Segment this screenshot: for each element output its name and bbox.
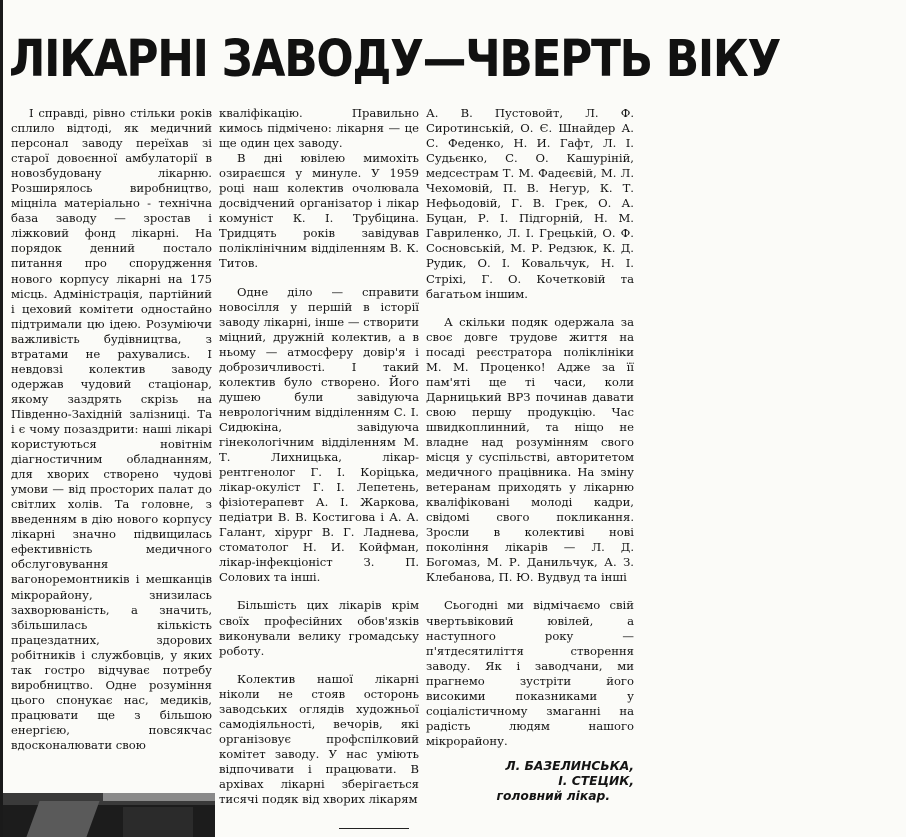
paragraph: А. В. Пустовойт, Л. Ф. Сиротинській, О. Є. Шнайдер А. С. Феденко, Н. И. Гафт, Л. І. Судьєнко, С. О. Кашуріній, медсестрам Т. М. Фадеєвій, М. Л. Чехомовій, П. В. Негур, К. Т. Нефьодовій, Г. В. Грек, О. А. Буцан, Р. І. Підгорній, Н. М. Гавриленко, Л. І. Грецькій, О. Ф. Сосновській, М. Р. Редзюк, К. Д. Рудик, О. І. Ковальчук, Н. І. Стріхі, Г. О. Кочетковій та багатьом іншим.	[426, 106, 634, 301]
paragraph: Сьогодні ми відмічаємо свій чвертьвіковий ювілей, а наступного року — п'ятдесятиліття створення заводу. Як і заводчани, ми прагнемо зустріти його високими показниками у соціалістичному змаганні на радість людям нашого мікрорайону.	[426, 598, 634, 748]
author-name-1: Л. БАЗЕЛИНСЬКА,	[505, 758, 634, 773]
article-headline: ЛІКАРНІ ЗАВОДУ—ЧВЕРТЬ ВІКУ	[9, 30, 781, 89]
paragraph: А скільки подяк одержала за своє довге трудове життя на посаді реєстратора поліклініки М. М. Проценко! Адже за її пам'яті ще ті часи, коли Дарницький ВРЗ починав давати свою першу продукцію. Час швидкоплинний, та ніщо не владне над розумінням свого місця у суспільстві, авторитетом медичного працівника. На зміну ветеранам приходять у лікарню кваліфіковані молоді кадри, свідомі свого покликання. Зросли в колективі нові покоління лікарів — Л. Д. Богомаз, М. Р. Данильчук, А. З. Клебанова, П. Ю. Вудвуд та інші	[426, 314, 634, 585]
author-signature	[426, 759, 634, 804]
paragraph: Колектив нашої лікарні ніколи не стояв осторонь заводських оглядів художньої самодіяльності, вечорів, які організовує профспілковий комітет заводу. У нас уміють відпочивати і працювати. В архівах лікарні зберігається тисячі подяк від хворих лікарям	[219, 671, 419, 807]
author-role: головний лікар.	[496, 788, 610, 803]
headline-block	[9, 26, 781, 94]
article-column-3	[426, 106, 634, 834]
author-name-2: І. СТЕЦИК,	[558, 773, 634, 788]
photo-fragment	[3, 793, 215, 837]
article-column-2	[219, 106, 419, 834]
divider	[339, 828, 409, 829]
paragraph: І справді, рівно стільки років сплило відтоді, як медичний персонал заводу переїхав зі старої довоєнної амбулаторії в новозбудовану лікарню. Розширялось виробництво, міцніла матеріально - технічна база заводу — зростав і ліжковий фонд лікарні. На порядок денний постало питання про спорудження нового корпусу лікарні на 175 місць. Адміністрація, партійний і цеховий комітети одностайно підтримали цю ідею. Розуміючи важливість будівництва, з втратами не рахувались. І невдовзі колектив заводу одержав чудовий стаціонар, якому заздрять скрізь на Південно-Західній залізниці. Та і є чому позаздрити: наші лікарі користуються новітнім діагностичним обладнанням, для хворих створено чудові умови — від просторих палат до світлих холів. Та головне, з введенням в дію нового корпусу лікарні значно підвищилась ефективність медичного обслуговування вагоноремонтників і мешканців мікрорайону, знизилась захворюваність, а значить, збільшилась кількість працездатних, здорових робітників і службовців, у яких так гостро відчуває потребу виробництво. Одне розуміння цього спонукає нас, медиків, працювати ще з більшою енергією, повсякчас вдосконалювати свою	[11, 106, 212, 752]
paragraph: кваліфікацію. Правильно кимось підмічено: лікарня — це ще один цех заводу.	[219, 106, 419, 151]
article-column-1	[11, 106, 212, 790]
paragraph: В дні ювілею мимохіть озираєшся у минуле. У 1959 році наш колектив очолювала досвідчений організатор і лікар комуніст К. І. Трубіцина. Тридцять років завідував поліклінічним відділенням В. К. Титов.	[219, 151, 419, 271]
paragraph: Більшість цих лікарів крім своїх професійних обов'язків виконували велику громадську роботу.	[219, 598, 419, 658]
paragraph: Одне діло — справити новосілля у першій в історії заводу лікарні, інше — створити міцний, дружній колектив, а в ньому — атмосферу довір'я і доброзичливості. І такий колектив було створено. Його душею були завідуюча неврологічним відділенням С. І. Сидюкіна, завідуюча гінекологічним відділенням М. Т. Лихницька, лікар-рентгенолог Г. І. Коріцька, лікар-окуліст Г. І. Лепетень, фізіотерапевт А. І. Жаркова, педіатри В. В. Костигова і А. А. Галант, хірург В. Г. Ладнева, стоматолог Н. И. Койфман, лікар-інфекціоніст З. П. Солових та інші.	[219, 284, 419, 585]
